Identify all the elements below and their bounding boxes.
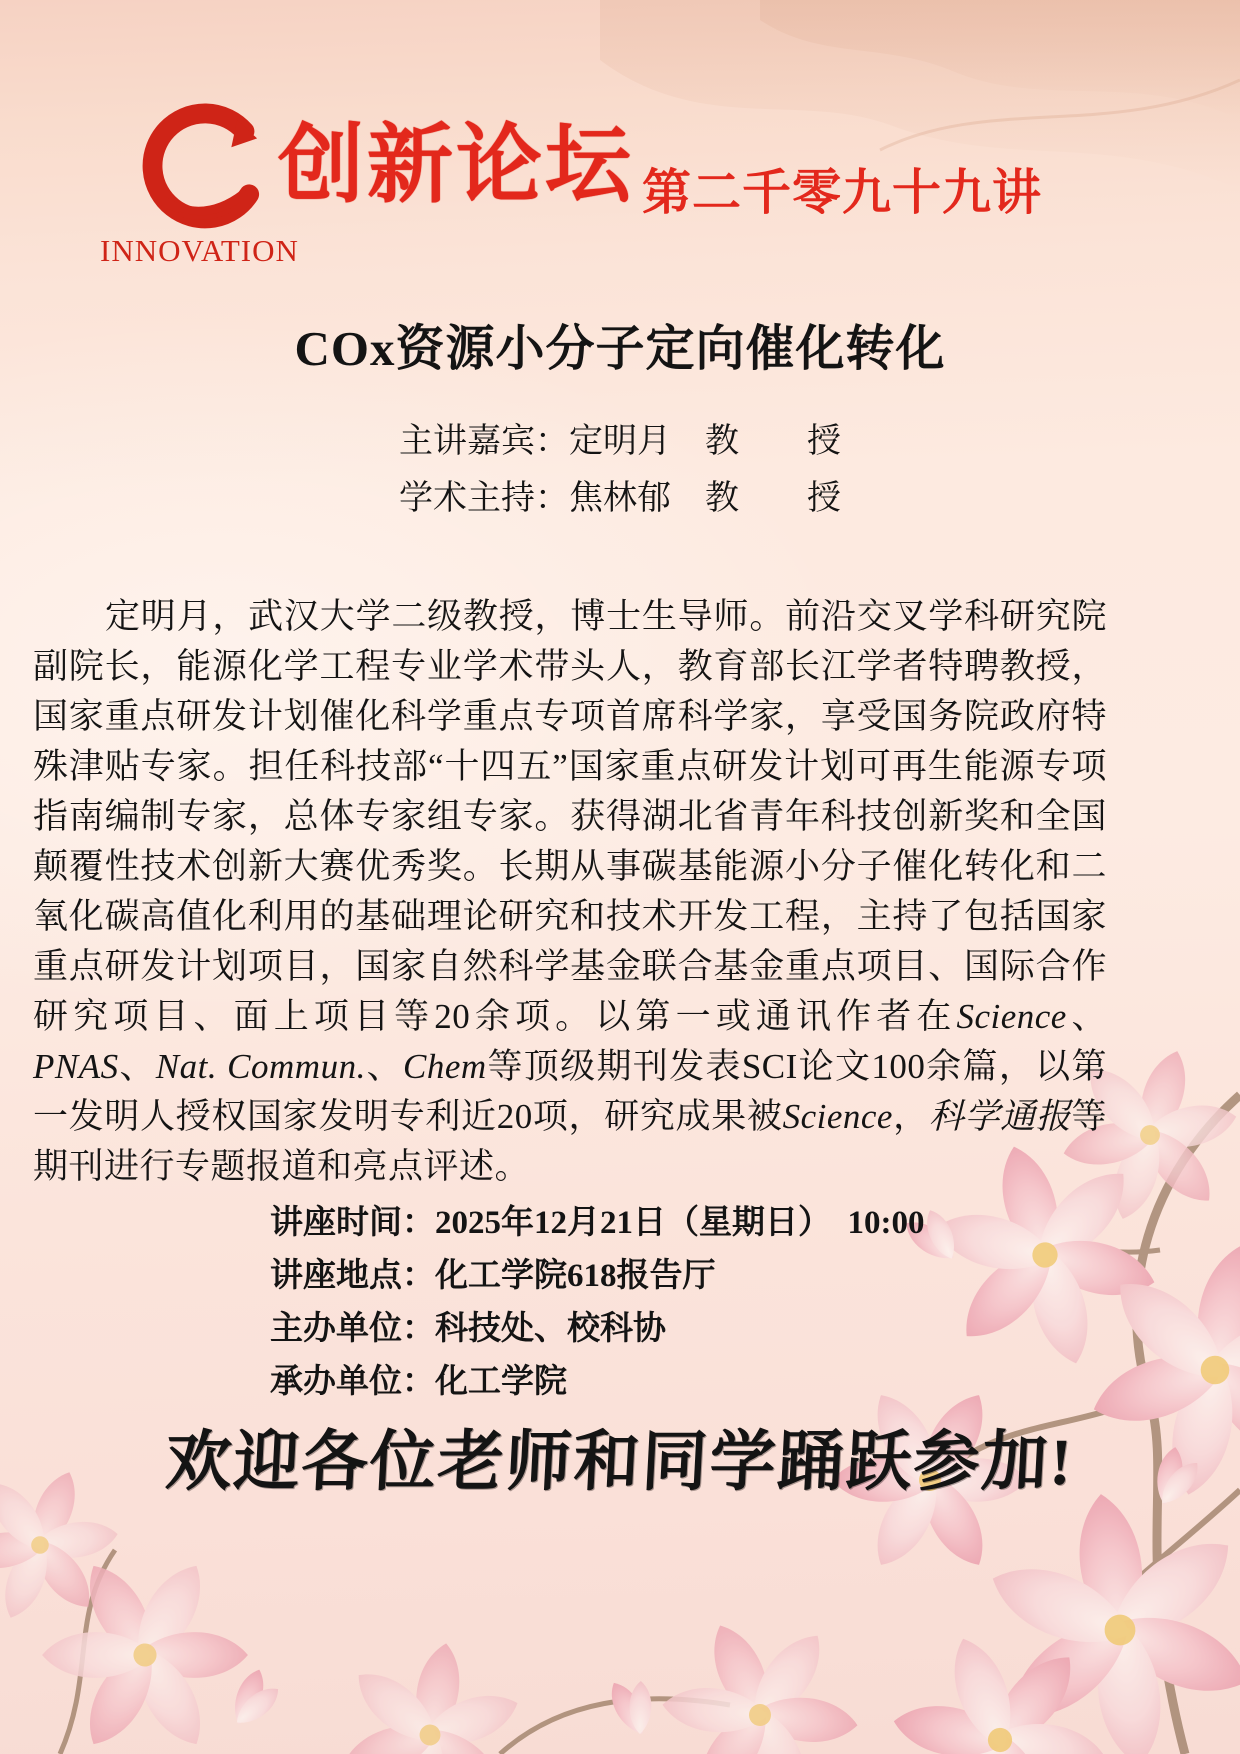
detail-label: 承办单位： bbox=[270, 1364, 435, 1400]
speaker-block bbox=[0, 413, 1240, 527]
detail-label: 主办单位： bbox=[270, 1311, 435, 1347]
detail-label: 讲座时间： bbox=[270, 1205, 435, 1241]
speaker-line-guest: 主讲嘉宾：定明月 教 授 bbox=[399, 423, 841, 460]
lecture-title: COx资源小分子定向催化转化 bbox=[294, 321, 946, 376]
detail-value: 化工学院618报告厅 bbox=[435, 1258, 716, 1294]
innovation-logo-icon bbox=[136, 100, 276, 242]
detail-value: 科技处、校科协 bbox=[435, 1311, 666, 1347]
detail-row-location bbox=[270, 1250, 925, 1303]
biography-paragraph: 定明月，武汉大学二级教授，博士生导师。前沿交叉学科研究院副院长，能源化学工程专业学术带头人，教育部长江学者特聘教授，国家重点研发计划催化科学重点专项首席科学家，享受国务院政府特殊津贴专家。担任科技部“十四五”国家重点研发计划可再生能源专项指南编制专家，总体专家组专家。获得湖北省青年科技创新奖和全国颠覆性技术创新大赛优秀奖。长期从事碳基能源小分子催化转化和二氧化碳高值化利用的基础理论研究和技术开发工程，主持了包括国家重点研发计划项目，国家自然科学基金联合基金重点项目、国际合作研究项目、面上项目等20余项。以第一或通讯作者在Science、PNAS、Nat. Commun.、Chem等顶级期刊发表SCI论文100余篇，以第一发明人授权国家发明专利近20项，研究成果被Science，科学通报等期刊进行专题报道和亮点评述。 bbox=[33, 597, 1107, 1186]
detail-value: 2025年12月21日（星期日） 10:00 bbox=[435, 1205, 925, 1241]
detail-row-time bbox=[270, 1197, 925, 1250]
lecture-details bbox=[270, 1197, 925, 1409]
detail-row-undertaker bbox=[270, 1356, 925, 1409]
forum-title: 创新论坛 bbox=[278, 117, 634, 213]
detail-row-organizer bbox=[270, 1303, 925, 1356]
lecture-number: 第二千零九十九讲 bbox=[642, 165, 1043, 220]
welcome-message: 欢迎各位老师和同学踊跃参加! bbox=[163, 1426, 1076, 1499]
detail-value: 化工学院 bbox=[435, 1364, 567, 1400]
speaker-line-host: 学术主持：焦林郁 教 授 bbox=[399, 480, 841, 517]
logo-wordmark: INNOVATION bbox=[100, 233, 299, 268]
detail-label: 讲座地点： bbox=[270, 1258, 435, 1294]
